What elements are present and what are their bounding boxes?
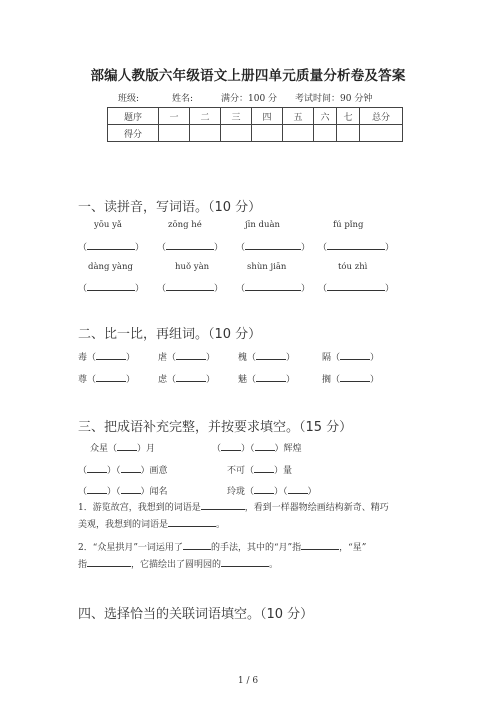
score-table-score-row: [108, 125, 403, 142]
compare-item[interactable]: 隔（ ）: [322, 353, 380, 363]
score-cell[interactable]: [360, 125, 403, 142]
char: 虐: [158, 353, 168, 363]
compare-item[interactable]: 虐（ ）: [158, 353, 216, 363]
compare-item[interactable]: 槐（ ）: [238, 353, 296, 363]
score-cell[interactable]: [159, 125, 190, 142]
name-label: 姓名:: [172, 94, 194, 104]
table-header-cell: 四: [252, 108, 283, 125]
question-2: 2．“众星拱月”一词运用了 的手法，其中的“月”指 ，“星” 指 ，它描绘出了圆明园的 。: [78, 543, 367, 570]
idiom-5[interactable]: （ ）（ ）闻名: [78, 487, 168, 497]
char: 虑: [158, 375, 168, 385]
table-header-cell: 题序: [108, 108, 159, 125]
page-number: 1 / 6: [237, 676, 259, 686]
pinyin-7: shùn jiān: [247, 262, 287, 272]
table-header-cell: 六: [314, 108, 337, 125]
char: 搁: [322, 375, 332, 385]
answer-blank[interactable]: （ ）: [236, 243, 311, 253]
char: 毒: [78, 353, 88, 363]
answer-blank[interactable]: [221, 558, 269, 567]
exam-time-label: 考试时间：90 分钟: [295, 94, 373, 104]
pinyin-3: jīn duàn: [245, 220, 280, 230]
pinyin-4: fú pǐng: [333, 220, 364, 230]
score-table: [107, 107, 403, 142]
section-3-title: 三、把成语补充完整，并按要求填空。（15 分）: [78, 420, 353, 435]
pinyin-6: huǒ yàn: [175, 262, 210, 272]
idiom-1[interactable]: 众星（ ）月: [90, 444, 156, 454]
score-cell[interactable]: [190, 125, 221, 142]
answer-blank[interactable]: （ ）: [318, 243, 395, 253]
class-label: 班级:: [118, 94, 140, 104]
answer-blank[interactable]: （ ）: [236, 284, 311, 294]
score-cell[interactable]: [314, 125, 337, 142]
table-row-label: 得分: [108, 125, 159, 142]
answer-blank[interactable]: （ ）: [157, 243, 224, 253]
table-header-cell: 一: [159, 108, 190, 125]
section-4-title: 四、选择恰当的关联词语填空。（10 分）: [78, 607, 314, 622]
pinyin-8: tóu zhì: [338, 262, 368, 272]
answer-blank[interactable]: （ ）: [78, 284, 145, 294]
page-title: 部编人教版六年级语文上册四单元质量分析卷及答案: [90, 68, 406, 84]
table-header-cell: 总分: [360, 108, 403, 125]
table-header-cell: 五: [283, 108, 314, 125]
table-header-cell: 三: [221, 108, 252, 125]
idiom-4[interactable]: 不可（ ）量: [227, 466, 293, 476]
compare-item[interactable]: 魅（ ）: [238, 375, 296, 385]
idiom-2[interactable]: （ ）（ ）辉煌: [212, 444, 302, 454]
answer-blank[interactable]: （ ）: [78, 243, 145, 253]
compare-item[interactable]: 尊（ ）: [78, 375, 136, 385]
answer-blank[interactable]: [301, 541, 339, 550]
answer-blank[interactable]: [87, 558, 131, 567]
idiom-3[interactable]: （ ）（ ）画意: [78, 466, 168, 476]
score-cell[interactable]: [221, 125, 252, 142]
char: 魅: [238, 375, 248, 385]
char: 槐: [238, 353, 248, 363]
pinyin-5: dàng yàng: [88, 262, 133, 272]
answer-blank[interactable]: （ ）: [318, 284, 395, 294]
answer-blank[interactable]: [201, 501, 245, 510]
char: 隔: [322, 353, 332, 363]
score-cell[interactable]: [252, 125, 283, 142]
section-2-title: 二、比一比，再组词。（10 分）: [78, 327, 262, 342]
answer-blank[interactable]: （ ）: [157, 284, 224, 294]
compare-item[interactable]: 毒（ ）: [78, 353, 136, 363]
score-table-header-row: [108, 108, 403, 125]
full-score-label: 满分：100 分: [221, 94, 278, 104]
pinyin-1: yōu yǎ: [94, 220, 122, 230]
compare-item[interactable]: 搁（ ）: [322, 375, 380, 385]
answer-blank[interactable]: [168, 518, 216, 527]
question-1: 1．游览故宫，我想到的词语是 ，看到一样器物绘画结构新奇、精巧 美观，我想到的词语是 。: [78, 503, 389, 530]
table-header-cell: 二: [190, 108, 221, 125]
idiom-6[interactable]: 玲珑（ ）（ ）: [227, 487, 317, 497]
table-header-cell: 七: [337, 108, 360, 125]
char: 尊: [78, 375, 88, 385]
score-cell[interactable]: [337, 125, 360, 142]
pinyin-2: zōng hé: [168, 220, 202, 230]
section-1-title: 一、读拼音，写词语。（10 分）: [78, 200, 262, 215]
score-cell[interactable]: [283, 125, 314, 142]
compare-item[interactable]: 虑（ ）: [158, 375, 216, 385]
answer-blank[interactable]: [183, 541, 211, 550]
